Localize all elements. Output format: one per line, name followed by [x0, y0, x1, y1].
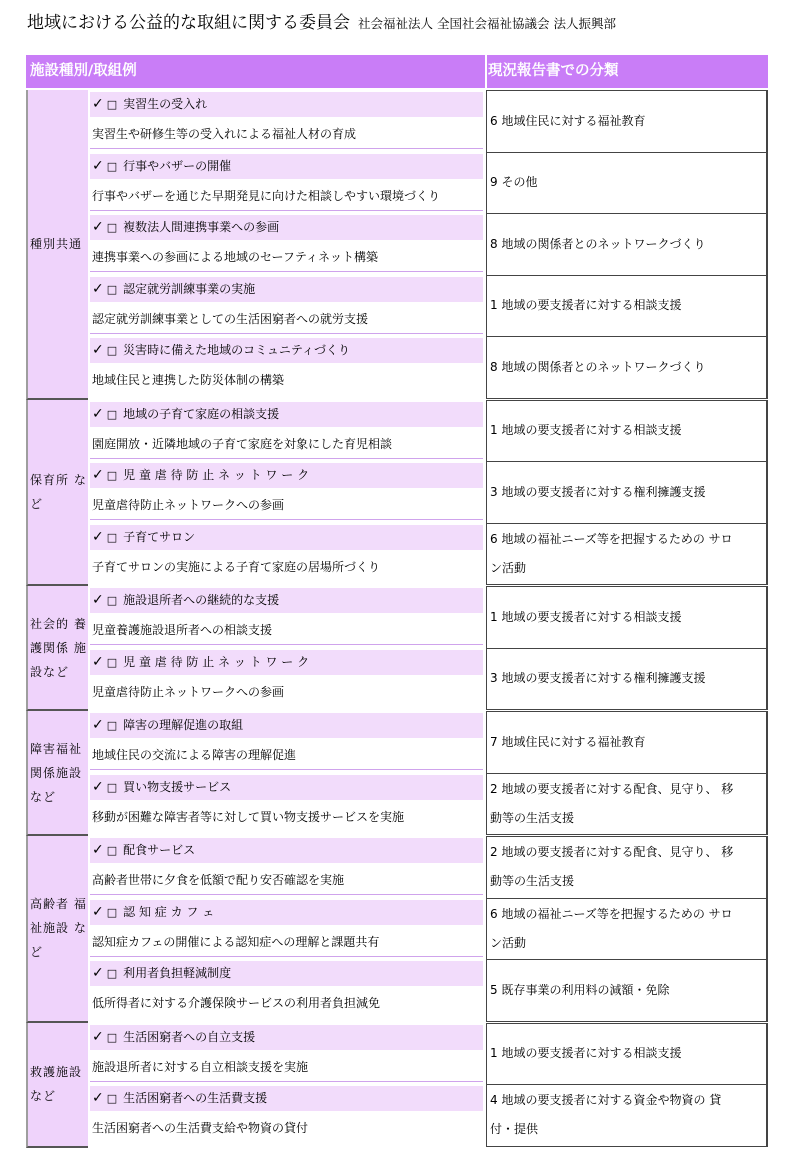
- initiative-title-row: [90, 525, 483, 550]
- facility-type-label: など: [30, 1089, 57, 1103]
- classification-text: 動等の生活支援: [490, 874, 575, 889]
- classification-text: 4 地域の要支援者に対する資金や物資の 貸: [490, 1093, 722, 1108]
- classification-text: 7 地域住民に対する福祉教育: [490, 734, 646, 749]
- initiative-title: 行事やバザーの開催: [123, 158, 232, 173]
- check-icon: ✓: [92, 280, 104, 297]
- initiative-description: 施設退所者に対する自立相談支援を実施: [90, 1052, 483, 1082]
- check-icon: ✓: [92, 717, 104, 733]
- page-title: [27, 9, 616, 37]
- facility-type-label: 保育所 な: [30, 472, 87, 487]
- checkbox-icon: □: [106, 594, 118, 607]
- check-icon: ✓: [92, 778, 104, 795]
- initiative-title: 複数法人間連携事業への参画: [123, 220, 280, 234]
- initiative-title-row: [90, 463, 483, 488]
- checkbox-icon: □: [106, 844, 118, 857]
- header-facility-type: 施設種別/取組例: [30, 63, 137, 79]
- checkbox-icon: □: [106, 407, 118, 421]
- facility-type-label: 祉施設 な: [30, 921, 87, 936]
- check-icon: ✓: [92, 965, 104, 981]
- classification-text: ン活動: [490, 560, 527, 575]
- classification-cell: [486, 152, 768, 215]
- initiative-description: 児童養護施設退所者への相談支援: [90, 615, 483, 645]
- facility-type-label: 救護施設: [30, 1065, 83, 1079]
- check-icon: ✓: [92, 903, 104, 920]
- classification-text: 5 既存事業の利用料の減額・免除: [490, 982, 670, 997]
- initiative-title-row: [90, 838, 483, 863]
- initiative-title: 障害の理解促進の取組: [123, 718, 244, 732]
- facility-type-label: 護関係 施: [30, 640, 87, 655]
- initiative-description: 園庭開放・近隣地域の子育て家庭を対象にした育児相談: [90, 429, 483, 459]
- classification-cell: [486, 213, 768, 276]
- check-icon: ✓: [92, 592, 104, 608]
- initiative-description: 認定就労訓練事業としての生活困窮者への就労支援: [90, 304, 483, 334]
- header-divider: [485, 55, 487, 88]
- initiative-item: [90, 275, 483, 337]
- facility-type-cell: [26, 586, 88, 711]
- classification-text: 2 地域の要支援者に対する配食、見守り、 移: [490, 845, 734, 860]
- initiative-item: [90, 836, 483, 898]
- classification-text: 3 地域の要支援者に対する権利擁護支援: [490, 484, 706, 499]
- initiative-title-row: [90, 588, 483, 613]
- classification-text: 8 地域の関係者とのネットワークづくり: [490, 359, 706, 374]
- initiative-item: [90, 711, 483, 773]
- initiative-title-row: [90, 92, 483, 117]
- initiative-title-row: [90, 338, 483, 363]
- facility-type-cell: [26, 400, 88, 587]
- initiative-title: 買い物支援サービス: [123, 779, 232, 794]
- classification-cell: [486, 648, 768, 711]
- facility-type-label: 種別共通: [30, 236, 83, 251]
- initiative-description: 実習生や研修生等の受入れによる福祉人材の育成: [90, 119, 483, 149]
- initiative-title: 子育てサロン: [123, 529, 196, 544]
- classification-cell: [486, 1084, 768, 1147]
- classification-cell: [486, 898, 768, 961]
- classification-text: 3 地域の要支援者に対する権利擁護支援: [490, 671, 706, 686]
- initiative-item: [90, 1084, 483, 1146]
- initiative-item: [90, 648, 483, 710]
- check-icon: ✓: [92, 342, 104, 358]
- check-icon: ✓: [92, 842, 104, 858]
- check-icon: ✓: [92, 1090, 104, 1106]
- classification-text: 1 地域の要支援者に対する相談支援: [490, 609, 682, 624]
- initiative-description: 連携事業への参画による地域のセーフティネット構築: [90, 242, 483, 272]
- facility-group: [26, 400, 768, 587]
- checkbox-icon: □: [106, 1092, 118, 1105]
- classification-cell: [486, 836, 768, 899]
- checkbox-icon: □: [106, 905, 118, 919]
- initiative-title: 利用者負担軽減制度: [123, 966, 232, 980]
- initiative-description: 児童虐待防止ネットワークへの参画: [90, 677, 483, 707]
- title-organization: 社会福祉法人 全国社会福祉協議会 法人振興部: [358, 16, 616, 31]
- initiative-item: [90, 773, 483, 835]
- initiative-title-row: [90, 650, 483, 675]
- facility-group: [26, 586, 768, 711]
- classification-text: 6 地域の福祉ニーズ等を把握するための サロ: [490, 531, 733, 546]
- classification-cell: [486, 336, 768, 399]
- check-icon: ✓: [92, 157, 104, 174]
- initiative-title-row: [90, 900, 483, 925]
- initiative-description: 行事やバザーを通じた早期発見に向けた相談しやすい環境づくり: [90, 181, 483, 211]
- facility-group: [26, 711, 768, 836]
- facility-group: [26, 1023, 768, 1148]
- facility-type-cell: [26, 836, 88, 1023]
- initiative-item: [90, 90, 483, 152]
- header-classification: 現況報告書での分類: [488, 63, 619, 79]
- classification-text: 1 地域の要支援者に対する相談支援: [490, 423, 682, 438]
- classification-text: ン活動: [490, 935, 527, 950]
- initiative-title-row: [90, 713, 483, 738]
- facility-type-label: 社会的 養: [30, 616, 87, 631]
- checkbox-icon: □: [106, 1030, 118, 1044]
- initiative-description: 子育てサロンの実施による子育て家庭の居場所づくり: [90, 552, 483, 582]
- classification-text: 1 地域の要支援者に対する相談支援: [490, 298, 682, 313]
- initiative-title: 児 童 虐 待 防 止 ネ ッ ト ワ ー ク: [123, 468, 310, 482]
- classification-cell: [486, 90, 768, 153]
- initiative-title-row: [90, 402, 483, 427]
- initiative-title: 生活困窮者への生活費支援: [123, 1091, 268, 1105]
- facility-type-cell: [26, 90, 88, 400]
- initiative-description: 低所得者に対する介護保険サービスの利用者負担減免: [90, 988, 483, 1018]
- facility-type-label: 障害福祉: [30, 741, 83, 756]
- check-icon: ✓: [92, 219, 104, 235]
- initiative-item: [90, 523, 483, 585]
- initiative-title: 地域の子育て家庭の相談支援: [123, 406, 280, 421]
- initiative-title-row: [90, 154, 483, 179]
- classification-text: 8 地域の関係者とのネットワークづくり: [490, 236, 706, 251]
- classification-text: 1 地域の要支援者に対する相談支援: [490, 1046, 682, 1061]
- classification-cell: [486, 523, 768, 586]
- classification-cell: [486, 275, 768, 338]
- facility-type-cell: [26, 1023, 88, 1148]
- initiative-description: 認知症カフェの開催による認知症への理解と課題共有: [90, 927, 483, 957]
- initiative-item: [90, 586, 483, 648]
- classification-text: 6 地域住民に対する福祉教育: [490, 113, 646, 128]
- checkbox-icon: □: [106, 530, 118, 544]
- initiative-title-row: [90, 1086, 483, 1111]
- checkbox-icon: □: [106, 221, 118, 234]
- initiative-title: 施設退所者への継続的な支援: [123, 593, 280, 607]
- facility-type-label: など: [30, 789, 57, 804]
- checkbox-icon: □: [106, 655, 118, 669]
- check-icon: ✓: [92, 653, 104, 670]
- classification-cell: [486, 461, 768, 524]
- initiative-description: 児童虐待防止ネットワークへの参画: [90, 490, 483, 520]
- initiative-item: [90, 959, 483, 1021]
- classification-text: 動等の生活支援: [490, 810, 575, 825]
- initiative-title: 生活困窮者への自立支援: [123, 1029, 256, 1044]
- initiative-title: 実習生の受入れ: [123, 97, 208, 111]
- classification-cell: [486, 1023, 768, 1086]
- initiative-item: [90, 336, 483, 398]
- table-header: [26, 55, 768, 88]
- classification-cell: [486, 959, 768, 1022]
- initiative-description: 地域住民と連携した防災体制の構築: [90, 365, 483, 395]
- checkbox-icon: □: [106, 159, 118, 173]
- facility-type-label: ど: [30, 945, 44, 960]
- initiative-description: 生活困窮者への生活費支給や物資の貸付: [90, 1113, 483, 1143]
- initiative-title: 認定就労訓練事業の実施: [123, 281, 256, 296]
- checkbox-icon: □: [106, 282, 118, 296]
- initiative-title-row: [90, 277, 483, 302]
- facility-group: [26, 836, 768, 1023]
- initiative-title-row: [90, 775, 483, 800]
- initiative-item: [90, 461, 483, 523]
- check-icon: ✓: [92, 467, 104, 483]
- initiative-title: 災害時に備えた地域のコミュニティづくり: [123, 343, 350, 357]
- initiative-title-row: [90, 1025, 483, 1050]
- initiative-description: 地域住民の交流による障害の理解促進: [90, 740, 483, 770]
- title-main: 地域における公益的な取組に関する委員会: [27, 13, 350, 33]
- initiative-item: [90, 152, 483, 214]
- checkbox-icon: □: [106, 967, 118, 980]
- classification-text: 付・提供: [490, 1122, 539, 1137]
- classification-text: 2 地域の要支援者に対する配食、見守り、 移: [490, 781, 734, 796]
- facility-group: [26, 90, 768, 400]
- initiative-title-row: [90, 215, 483, 240]
- classification-text: 6 地域の福祉ニーズ等を把握するための サロ: [490, 906, 733, 921]
- check-icon: ✓: [92, 96, 104, 112]
- initiative-item: [90, 400, 483, 462]
- checkbox-icon: □: [106, 98, 118, 111]
- checkbox-icon: □: [106, 344, 118, 357]
- initiative-item: [90, 213, 483, 275]
- check-icon: ✓: [92, 1028, 104, 1045]
- facility-type-label: 設など: [30, 664, 70, 679]
- initiative-title: 配食サービス: [123, 843, 196, 857]
- classification-cell: [486, 400, 768, 463]
- initiative-item: [90, 898, 483, 960]
- initiative-title-row: [90, 961, 483, 986]
- checkbox-icon: □: [106, 719, 118, 732]
- initiative-description: 移動が困難な障害者等に対して買い物支援サービスを実施: [90, 802, 483, 832]
- initiative-title: 児 童 虐 待 防 止 ネ ッ ト ワ ー ク: [123, 654, 310, 669]
- checkbox-icon: □: [106, 469, 118, 482]
- checkbox-icon: □: [106, 780, 118, 794]
- classification-text: 9 その他: [490, 175, 538, 190]
- facility-type-label: ど: [30, 496, 44, 511]
- initiative-title: 認 知 症 カ フ ェ: [123, 904, 215, 919]
- classification-cell: [486, 773, 768, 836]
- facility-type-cell: [26, 711, 88, 836]
- classification-cell: [486, 586, 768, 649]
- check-icon: ✓: [92, 528, 104, 545]
- initiative-description: 高齢者世帯に夕食を低額で配り安否確認を実施: [90, 865, 483, 895]
- classification-cell: [486, 711, 768, 774]
- check-icon: ✓: [92, 405, 104, 422]
- initiative-item: [90, 1023, 483, 1085]
- facility-type-label: 関係施設: [30, 765, 83, 780]
- facility-type-label: 高齢者 福: [30, 897, 87, 912]
